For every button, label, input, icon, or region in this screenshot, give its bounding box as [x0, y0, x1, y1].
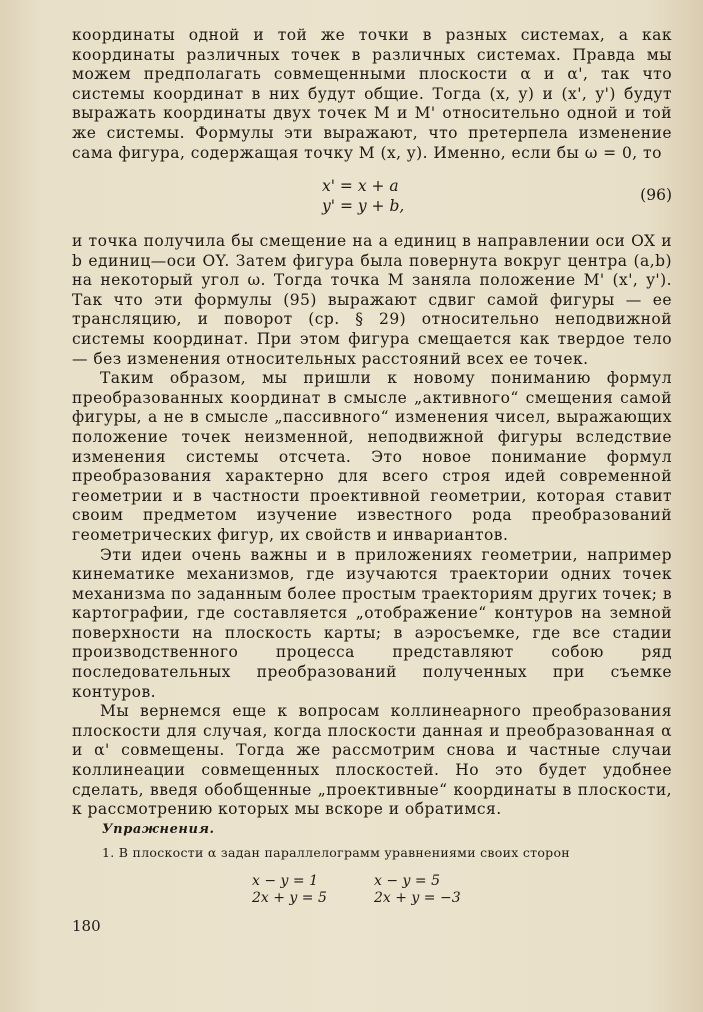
formula-line-2: y' = y + b, [322, 197, 405, 215]
equation-left-2: 2x + y = 5 [252, 890, 327, 906]
text-column-2 [72, 232, 672, 820]
paragraph-1: координаты одной и той же точки в разных системах, а как координаты различных точек в различных системах. Правда мы можем предполагать совмещенными плоскости α и α', так что системы координат в них будут общие. Тогда (x, y) и (x', y') будут выражать координаты двух точек M и M' относительно одной и той же системы. Формулы эти выражают, что претерпела изменение сама фигура, содержащая точку M (x, y). Именно, если бы ω = 0, то [72, 26, 672, 162]
paragraph-3: Таким образом, мы пришли к новому пониманию формул преобразованных координат в смысле „активного“ смещения самой фигуры, а не в смысле „пассивного“ изменения чисел, выражающих положение точек неизменной, неподвижной фигуры вследствие изменения системы отсчета. Это новое понимание формул преобразования характерно для всего строя идей современной геометрии и в частности проективной геометрии, которая ставит своим предметом изучение известного рода преобразований геометрических фигур, их свойств и инвариантов. [72, 369, 672, 544]
paragraph-4: Эти идеи очень важны и в приложениях геометрии, например кинематике механизмов, где изучаются траектории одних точек механизма по заданным более простым траекториям других точек; в картографии, где составляется „отображение“ контуров на земной поверхности на плоскость карты; в аэросъемке, где все стадии производственного процесса представляют собою ряд последовательных преобразований полученных при съемке контуров. [72, 545, 673, 701]
formula-line-1: x' = x + a [322, 177, 399, 195]
exercises-heading: Упражнения. [102, 822, 215, 837]
equation-system-right [374, 873, 461, 907]
equation-right-2: 2x + y = −3 [374, 890, 461, 906]
equation-left-1: x − y = 1 [252, 873, 318, 889]
exercise-1: 1. В плоскости α задан параллелограмм уравнениями своих сторон [102, 845, 570, 860]
page-number: 180 [72, 917, 101, 935]
formula-number: (96) [640, 186, 672, 204]
equation-right-1: x − y = 5 [374, 873, 440, 889]
equation-system-left [252, 873, 327, 907]
paragraph-2: и точка получила бы смещение на a единиц в направлении оси OX и b единиц—оси OY. Затем фигура была повернута вокруг центра (a,b) на некоторый угол ω. Тогда точка M заняла положение M' (x', y'). Так что эти формулы (95) выражают сдвиг самой фигуры — ее трансляцию, и поворот (ср. § 29) относительно неподвижной системы координат. При этом фигура смещается как твердое тело — без изменения относительных расстояний всех ее точек. [72, 232, 672, 368]
text-column [72, 26, 672, 163]
paragraph-5: Мы вернемся еще к вопросам коллинеарного преобразования плоскости для случая, когда плоскости данная и преобразованная α и α' совмещены. Тогда же рассмотрим снова и частные случаи коллинеации совмещенных плоскостей. Но это будет удобнее сделать, введя обобщенные „проективные“ координаты в плоскости, к рассмотрению которых мы вскоре и обратимся. [72, 702, 672, 819]
